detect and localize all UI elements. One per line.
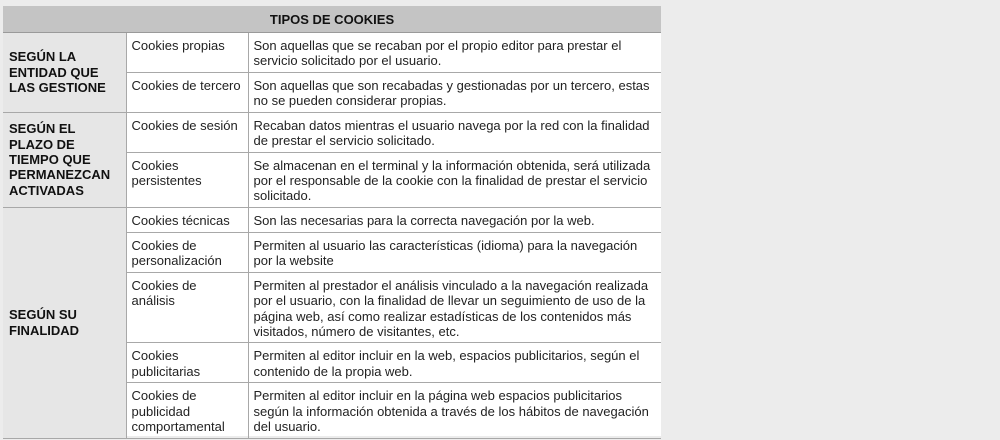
table-row <box>3 207 661 232</box>
cookie-type-cell: Cookies de sesión <box>126 112 248 152</box>
cookie-description-cell: Permiten al editor incluir en la página web espacios publicitarios según la información obtenida a través de los hábitos de navegación del usuario. <box>248 383 661 438</box>
cookie-type-cell: Cookies publicitarias <box>126 343 248 383</box>
table-row <box>3 33 661 73</box>
table-row <box>3 112 661 152</box>
cookie-type-cell: Cookies de personalización <box>126 232 248 272</box>
cookie-types-table-container <box>3 6 661 436</box>
cookie-type-cell: Cookies persistentes <box>126 152 248 207</box>
cookie-description-cell: Son las necesarias para la correcta navegación por la web. <box>248 207 661 232</box>
group-label-purpose: SEGÚN SU FINALIDAD <box>3 207 126 438</box>
cookie-type-cell: Cookies propias <box>126 33 248 73</box>
cookie-description-cell: Son aquellas que son recabadas y gestionadas por un tercero, estas no se pueden considerar propias. <box>248 72 661 112</box>
group-label-entity: SEGÚN LA ENTIDAD QUE LAS GESTIONE <box>3 33 126 113</box>
table-header-row <box>3 6 661 33</box>
cookie-description-cell: Son aquellas que se recaban por el propio editor para prestar el servicio solicitado por el usuario. <box>248 33 661 73</box>
cookie-type-cell: Cookies de tercero <box>126 72 248 112</box>
cookie-type-cell: Cookies de análisis <box>126 272 248 343</box>
cookie-description-cell: Permiten al usuario las características (idioma) para la navegación por la website <box>248 232 661 272</box>
cookie-description-cell: Recaban datos mientras el usuario navega por la red con la finalidad de prestar el servicio solicitado. <box>248 112 661 152</box>
group-label-time: SEGÚN EL PLAZO DE TIEMPO QUE PERMANEZCAN ACTIVADAS <box>3 112 126 207</box>
cookie-description-cell: Permiten al prestador el análisis vinculado a la navegación realizada por el usuario, con la finalidad de llevar un seguimiento de uso de la página web, así como realizar estadísticas de los contenidos más visitados, número de visitantes, etc. <box>248 272 661 343</box>
cookie-type-cell: Cookies de publicidad comportamental <box>126 383 248 438</box>
cookie-types-table <box>3 6 661 439</box>
cookie-description-cell: Se almacenan en el terminal y la información obtenida, será utilizada por el responsable de la cookie con la finalidad de prestar el servicio solicitado. <box>248 152 661 207</box>
cookie-type-cell: Cookies técnicas <box>126 207 248 232</box>
cookie-description-cell: Permiten al editor incluir en la web, espacios publicitarios, según el contenido de la propia web. <box>248 343 661 383</box>
table-title: TIPOS DE COOKIES <box>3 6 661 33</box>
